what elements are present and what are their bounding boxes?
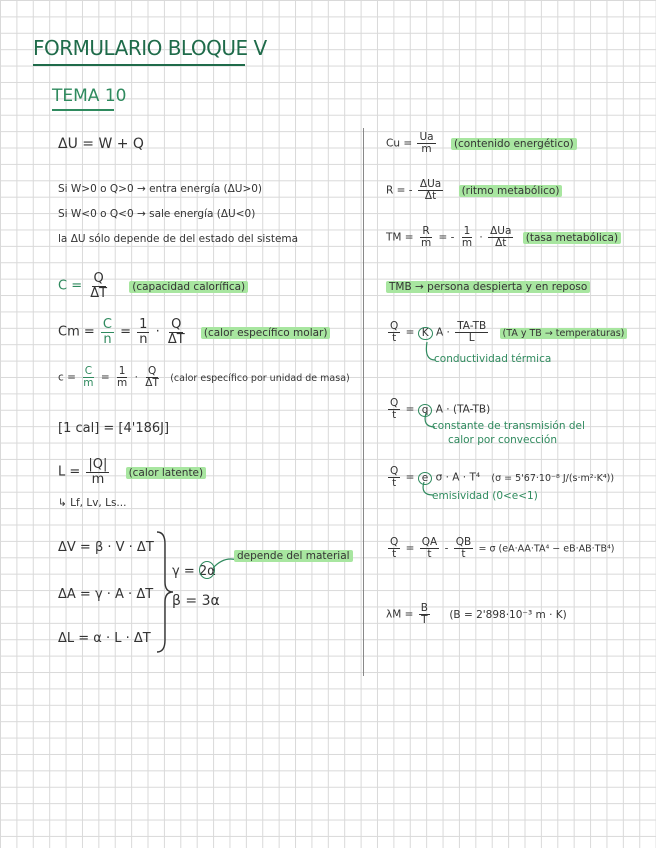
eq: =	[120, 324, 132, 340]
mass-frac3	[143, 366, 161, 389]
q-circle: q	[418, 404, 433, 418]
e-circle: e	[418, 472, 432, 486]
gamma-eq: γ = 2α	[172, 564, 216, 579]
title-underline	[33, 64, 245, 66]
molar-formula	[58, 318, 330, 346]
eq: =	[405, 326, 415, 339]
num: Q	[390, 320, 399, 332]
num: Q	[390, 397, 399, 409]
num: R	[422, 225, 430, 237]
area-dilation: ΔA = γ · A · ΔT	[58, 587, 154, 602]
den: T	[421, 614, 428, 627]
capacity-lhs: C =	[58, 278, 83, 294]
eq: =	[100, 371, 110, 384]
dot: ·	[134, 371, 138, 384]
volume-dilation: ΔV = β · V · ΔT	[58, 540, 154, 555]
tm-frac3	[488, 226, 513, 249]
mass-formula	[58, 366, 350, 389]
net-rest: = σ (eA·AA·TA⁴ − eB·AB·TB⁴)	[478, 543, 615, 555]
convection-note-1: constante de transmisión del	[432, 420, 585, 432]
net-qt	[388, 537, 400, 560]
material-note: depende del material	[234, 550, 353, 562]
den: Δt	[424, 190, 437, 203]
sigma-value: (σ = 5'67·10⁻⁸ J/(s·m²·K⁴))	[491, 472, 615, 484]
den: m	[420, 237, 432, 250]
den: L	[468, 332, 475, 345]
cu-note: (contenido energético)	[451, 138, 577, 150]
eq: =	[405, 471, 415, 484]
num: C	[84, 365, 93, 377]
den: t	[392, 332, 397, 345]
beta-relation: β = 3α	[172, 593, 220, 609]
num: Q	[171, 317, 182, 332]
cond-qt	[388, 321, 400, 344]
metabolic-rhythm-formula	[386, 179, 562, 202]
den: t	[392, 409, 397, 422]
den: m	[83, 377, 94, 390]
tm-note: (tasa metabólica)	[523, 232, 621, 244]
num: B	[420, 602, 428, 614]
num: ΔUa	[490, 225, 512, 237]
dot: ·	[479, 231, 483, 244]
num: Q	[93, 271, 104, 286]
den: ΔT	[167, 331, 185, 347]
den: t	[427, 548, 432, 561]
num: 1	[139, 317, 148, 332]
net-qb	[454, 537, 473, 560]
calorie-conversion: [1 cal] = [4'186J]	[58, 421, 170, 436]
num: |Q|	[88, 457, 108, 472]
cu-fraction	[417, 132, 435, 155]
r-note: (ritmo metabólico)	[459, 185, 563, 197]
num: Q	[390, 536, 399, 548]
page-title: FORMULARIO BLOQUE V	[33, 36, 267, 60]
mass-frac1	[81, 366, 95, 389]
num: QB	[455, 536, 472, 548]
capacity-formula	[58, 272, 248, 300]
section-title: TEMA 10	[52, 86, 127, 106]
molar-note: (calor específico molar)	[201, 327, 331, 339]
eq: =	[405, 542, 415, 555]
convection-note-2: calor por convección	[448, 434, 558, 446]
den: n	[103, 331, 112, 347]
den: m	[421, 143, 432, 156]
net-radiation-formula	[386, 537, 615, 560]
num: Q	[390, 465, 399, 477]
tm-frac1	[419, 226, 433, 249]
net-qa	[420, 537, 439, 560]
capacity-fraction	[88, 272, 109, 300]
den: t	[461, 548, 466, 561]
den: Δt	[495, 237, 507, 250]
tm-lhs: TM =	[386, 231, 414, 244]
rad-qt	[388, 466, 400, 489]
minus: -	[444, 542, 449, 555]
eq: = -	[438, 231, 455, 244]
cond-temp-frac	[455, 321, 488, 344]
molar-frac3	[166, 318, 187, 346]
r-lhs: R = -	[386, 184, 413, 197]
num: C	[102, 317, 112, 332]
state-note: la ΔU sólo depende de del estado del sistema	[58, 233, 299, 245]
latent-note: (calor latente)	[126, 467, 207, 479]
num: ΔUa	[419, 178, 442, 190]
num: Q	[147, 365, 157, 377]
molar-lhs: Cm =	[58, 324, 95, 340]
linear-dilation: ΔL = α · L · ΔT	[58, 631, 151, 646]
convection-formula	[386, 398, 490, 421]
cond-note-wrap	[500, 328, 628, 339]
num: QA	[421, 536, 438, 548]
den: ΔT	[145, 377, 159, 390]
tmb-text: TMB → persona despierta y en reposo	[386, 281, 590, 293]
wien-fraction	[419, 603, 430, 626]
latent-types: ↳ Lf, Lv, Ls...	[58, 497, 127, 509]
num: 1	[463, 225, 471, 237]
den: n	[139, 331, 148, 347]
cond-note: (TA y TB → temperaturas)	[500, 328, 628, 339]
mass-note: (calor específico por unidad de masa)	[170, 372, 350, 384]
mass-frac2	[115, 366, 129, 389]
conv-rest: A · (TA-TB)	[435, 403, 491, 416]
first-law: ΔU = W + Q	[58, 136, 144, 152]
den: m	[461, 237, 473, 250]
den: t	[392, 477, 397, 490]
r-fraction	[418, 179, 443, 202]
wien-formula	[386, 603, 567, 626]
latent-formula	[58, 458, 206, 486]
num: 1	[118, 365, 126, 377]
den: m	[91, 471, 105, 487]
conductivity-note: conductividad térmica	[434, 353, 552, 365]
sign-rule-negative: Si W<0 o Q<0 → sale energía (ΔU<0)	[58, 208, 256, 220]
wien-note: (B = 2'898·10⁻³ m · K)	[449, 608, 567, 621]
cond-a: A ·	[436, 326, 450, 339]
rad-rest: σ · A · T⁴	[435, 471, 481, 484]
den: t	[392, 548, 397, 561]
num: TA-TB	[457, 320, 487, 332]
metabolic-rate-formula	[386, 226, 621, 249]
dot: ·	[155, 324, 160, 340]
sign-rule-positive: Si W>0 o Q>0 → entra energía (ΔU>0)	[58, 183, 263, 195]
capacity-note: (capacidad calorífica)	[129, 281, 248, 293]
dilation-brace	[155, 530, 175, 654]
eq: =	[405, 403, 415, 416]
wien-lhs: λM =	[386, 608, 414, 621]
tm-frac2	[460, 226, 474, 249]
den: ΔT	[90, 285, 108, 301]
conv-qt	[388, 398, 400, 421]
energy-content-formula	[386, 132, 577, 155]
molar-frac2	[137, 318, 149, 346]
section-underline	[52, 109, 114, 111]
emissivity-note: emisividad (0<e<1)	[432, 490, 538, 502]
k-circle: K	[418, 327, 433, 341]
mass-lhs: c =	[58, 371, 76, 384]
cu-lhs: Cu =	[386, 137, 413, 150]
conduction-formula	[386, 321, 627, 344]
latent-lhs: L =	[58, 464, 81, 480]
tmb-note	[386, 281, 590, 293]
den: m	[117, 377, 128, 390]
latent-fraction	[86, 458, 109, 486]
column-divider	[363, 128, 364, 676]
num: Ua	[419, 131, 434, 143]
molar-frac1	[101, 318, 114, 346]
